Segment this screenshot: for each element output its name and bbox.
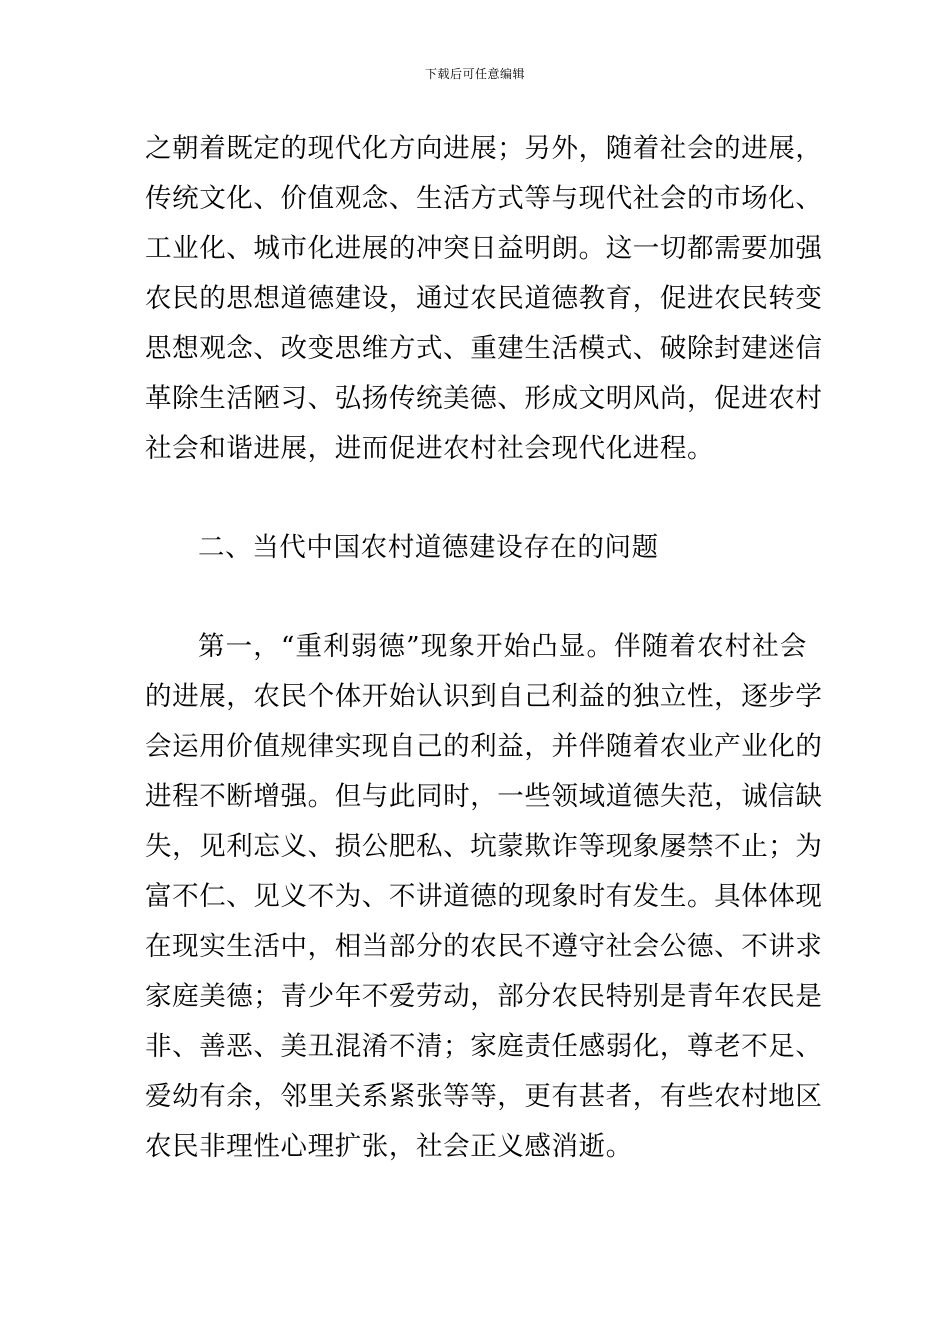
text-line: 革除生活陋习、弘扬传统美德、形成文明风尚，促进农村 bbox=[145, 383, 823, 414]
text-line: 进程不断增强。但与此同时，一些领域道德失范，诚信缺 bbox=[145, 781, 823, 812]
paragraph bbox=[145, 124, 823, 474]
paragraph bbox=[145, 622, 823, 1172]
text-line: 工业化、城市化进展的冲突日益明朗。这一切都需要加强 bbox=[145, 233, 823, 264]
text-line: 思想观念、改变思维方式、重建生活模式、破除封建迷信 bbox=[145, 333, 823, 364]
section-heading bbox=[145, 523, 807, 573]
text-line: 传统文化、价值观念、生活方式等与现代社会的市场化、 bbox=[145, 183, 823, 214]
text-line: 家庭美德；青少年不爱劳动，部分农民特别是青年农民是 bbox=[145, 981, 823, 1012]
text-line: 的进展，农民个体开始认识到自己利益的独立性，逐步学 bbox=[145, 681, 823, 712]
page-header: 下载后可任意编辑 bbox=[424, 67, 525, 81]
text-line: 非、善恶、美丑混淆不清；家庭责任感弱化，尊老不足、 bbox=[145, 1031, 823, 1062]
text-line: 农民的思想道德建设，通过农民道德教育，促进农民转变 bbox=[145, 283, 823, 314]
text-line: 社会和谐进展，进而促进农村社会现代化进程。 bbox=[145, 433, 715, 464]
text-line: 失，见利忘义、损公肥私、坑蒙欺诈等现象屡禁不止；为 bbox=[145, 831, 823, 862]
text-line: 在现实生活中，相当部分的农民不遵守社会公德、不讲求 bbox=[145, 931, 823, 962]
text-line: 爱幼有余，邻里关系紧张等等，更有甚者，有些农村地区 bbox=[145, 1081, 823, 1112]
text-line: 第一，“重利弱德”现象开始凸显。伴随着农村社会 bbox=[198, 631, 807, 662]
section-heading-text: 二、当代中国农村道德建设存在的问题 bbox=[198, 532, 659, 563]
text-line: 会运用价值规律实现自己的利益，并伴随着农业产业化的 bbox=[145, 731, 823, 762]
text-line: 农民非理性心理扩张，社会正义感消逝。 bbox=[145, 1131, 633, 1162]
text-line: 之朝着既定的现代化方向进展；另外，随着社会的进展， bbox=[145, 133, 823, 164]
text-line: 富不仁、见义不为、不讲道德的现象时有发生。具体体现 bbox=[145, 881, 823, 912]
